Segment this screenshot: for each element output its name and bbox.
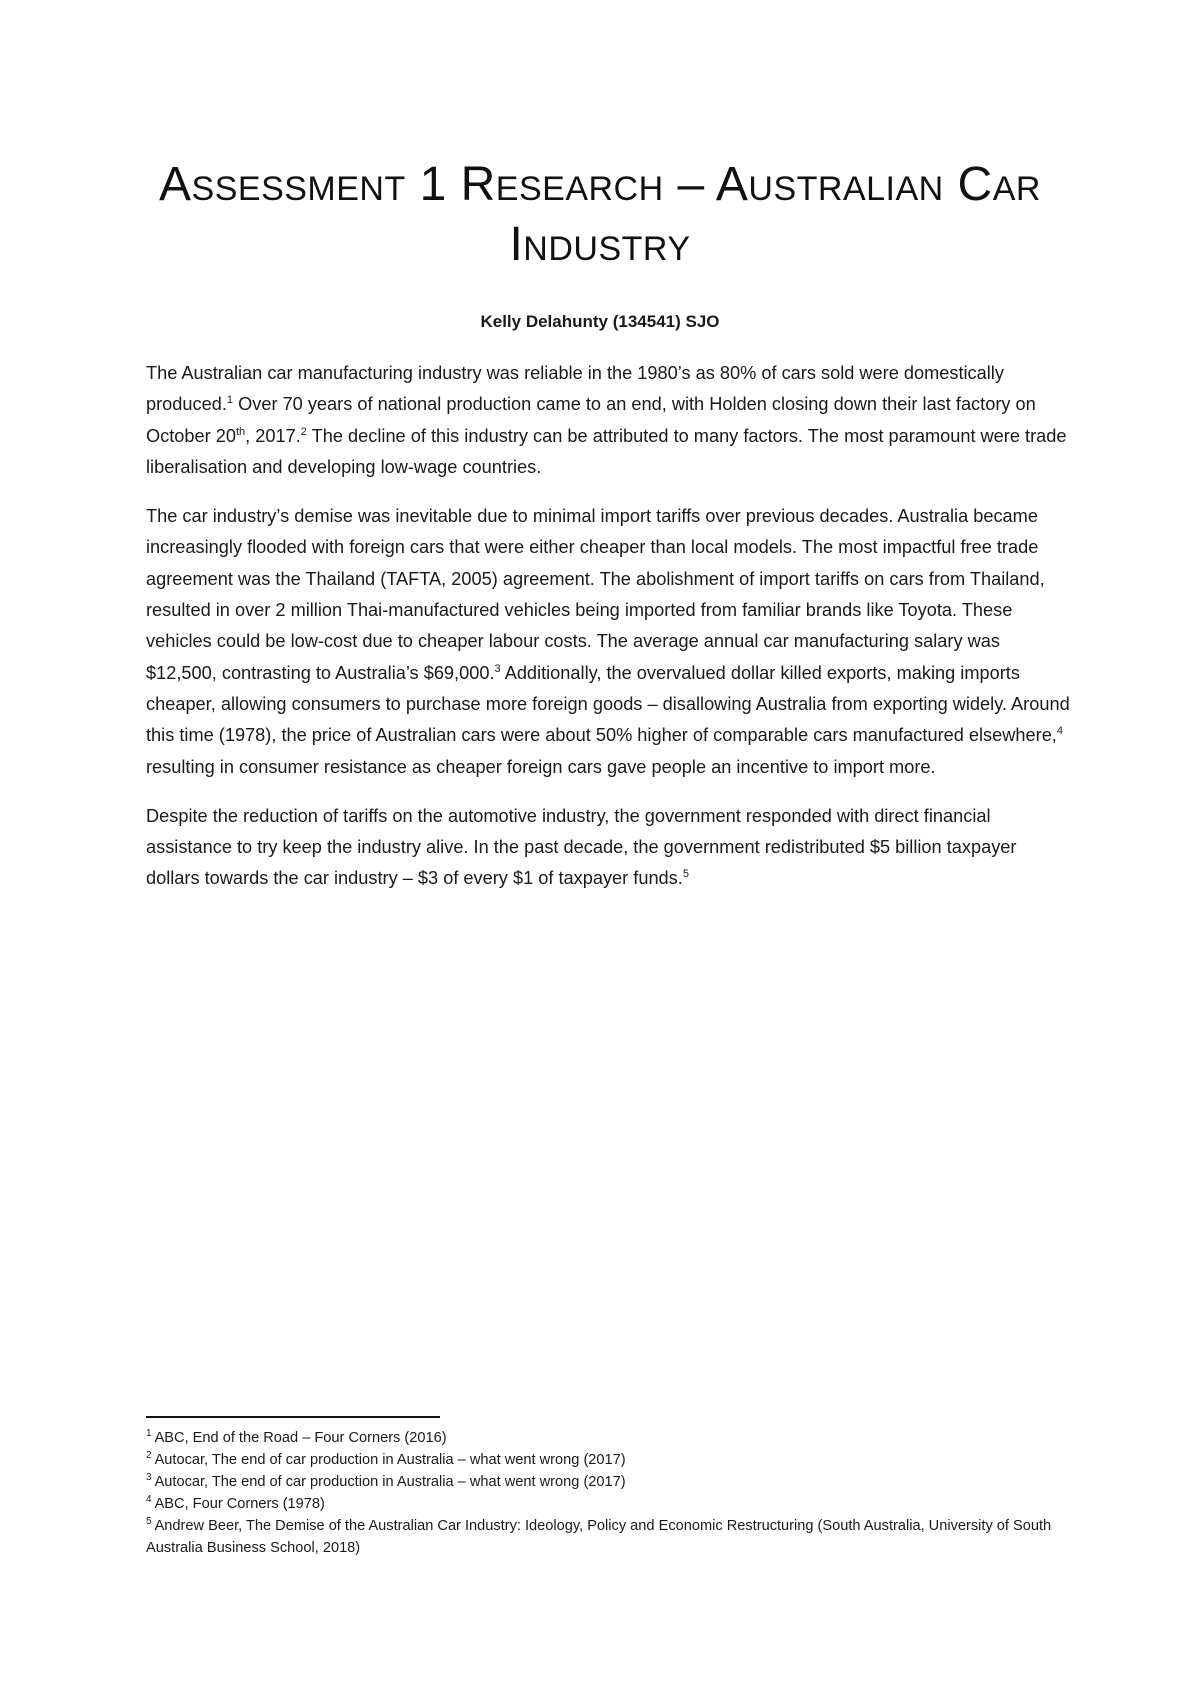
paragraph-1 [146, 358, 1071, 483]
footnote-2 [146, 1449, 1071, 1471]
footnote-number: 2 [146, 1450, 152, 1462]
footnote-ref-3: 3 [494, 662, 501, 675]
paragraph-1-text-b: Over 70 years of national production came to an end, with Holden closing down their last factory on October 20 [146, 394, 1036, 446]
footnote-separator [146, 1416, 440, 1418]
footnote-number: 4 [146, 1494, 152, 1506]
footnote-text: Andrew Beer, The Demise of the Australian Car Industry: Ideology, Policy and Economic Restructuring (South Australia, University of South Australia Business School, 2018) [146, 1518, 1052, 1556]
paragraph-1-text-a: The Australian car manufacturing industry was reliable in the 1980’s as 80% of cars sold were domestically produced. [146, 363, 1004, 415]
footnote-3 [146, 1471, 1071, 1493]
paragraph-3 [146, 801, 1071, 895]
footnote-text: Autocar, The end of car production in Australia – what went wrong (2017) [154, 1474, 626, 1490]
footnote-number: 5 [146, 1516, 152, 1528]
author-line: Kelly Delahunty (134541) SJO [480, 312, 720, 331]
footnotes [146, 1427, 1071, 1559]
paragraph-3-text-a: Despite the reduction of tariffs on the automotive industry, the government responded with direct financial assistance to try keep the industry alive. In the past decade, the government redistributed $5 billion taxpayer dollars towards the car industry – $3 of every $1 of taxpayer funds. [146, 805, 1017, 889]
footnote-text: ABC, Four Corners (1978) [154, 1496, 325, 1512]
ordinal-suffix: th [235, 425, 246, 438]
paragraph-1-text-d: The decline of this industry can be attributed to many factors. The most paramount were trade liberalisation and developing low-wage countries. [146, 425, 1067, 477]
paragraph-2-text-c: resulting in consumer resistance as cheaper foreign cars gave people an incentive to import more. [146, 756, 936, 777]
footnote-1 [146, 1427, 1071, 1449]
footnote-4 [146, 1493, 1071, 1515]
paragraph-1-text-c: , 2017. [245, 425, 301, 446]
paragraph-2-text-b: Additionally, the overvalued dollar killed exports, making imports cheaper, allowing consumers to purchase more foreign goods – disallowing Australia from exporting widely. Around this time (1978), the price of Australian cars were about 50% higher of comparable cars manufactured elsewhere, [146, 662, 1070, 746]
paragraph-2-text-a: The car industry’s demise was inevitable due to minimal import tariffs over previous decades. Australia became increasingly flooded with foreign cars that were either cheaper than local models. The most impactful free trade agreement was the Thailand (TAFTA, 2005) agreement. The abolishment of import tariffs on cars from Thailand, resulted in over 2 million Thai-manufactured vehicles being imported from familiar brands like Toyota. These vehicles could be low-cost due to cheaper labour costs. The average annual car manufacturing salary was $12,500, contrasting to Australia’s $69,000. [146, 506, 1045, 683]
body-text [146, 358, 1071, 913]
footnote-number: 3 [146, 1472, 152, 1484]
footnote-ref-4: 4 [1056, 725, 1063, 738]
footnote-ref-1: 1 [226, 394, 234, 407]
paragraph-2 [146, 501, 1071, 783]
footnote-ref-5: 5 [682, 868, 689, 881]
footnote-number: 1 [146, 1428, 152, 1440]
footnote-ref-2: 2 [300, 425, 307, 438]
document-title: Assessment 1 Research – Australian Car Industry [159, 158, 1041, 271]
footnote-text: ABC, End of the Road – Four Corners (2016) [154, 1430, 447, 1446]
footnote-text: Autocar, The end of car production in Australia – what went wrong (2017) [154, 1452, 626, 1468]
footnote-5 [146, 1515, 1071, 1559]
